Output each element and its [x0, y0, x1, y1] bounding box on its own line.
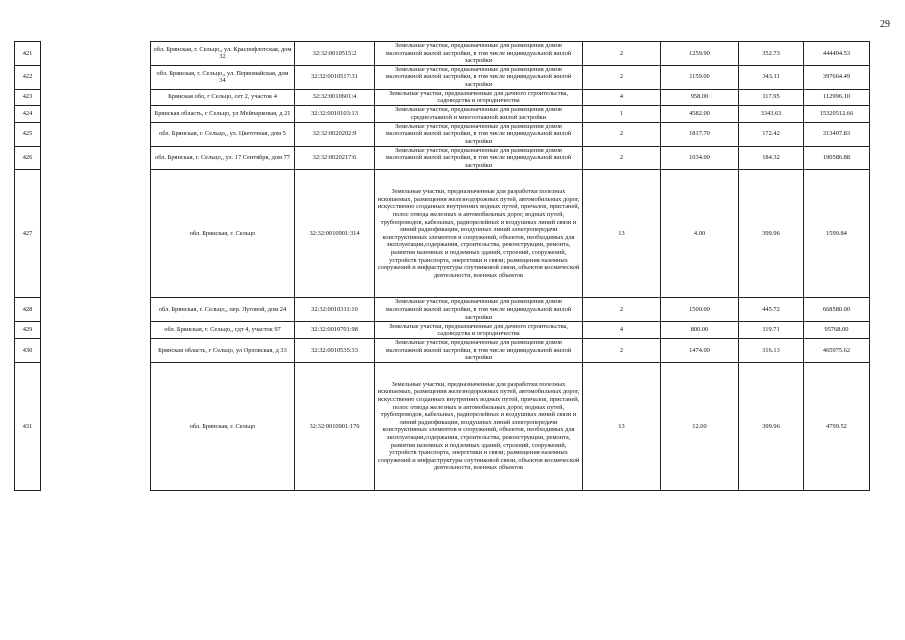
address-cell: Брянская область, г Сельцо, ул Мейпарковая, д 21 [151, 105, 295, 122]
specific-value-cell: 119.71 [739, 322, 804, 339]
area-cell: 12.00 [661, 362, 739, 490]
page-number: 29 [880, 19, 890, 30]
address-cell: обл. Брянская, г. Сельцо [151, 170, 295, 298]
group-cell: 2 [583, 65, 661, 89]
cadastral-number-cell: 32:32:0010103:13 [295, 105, 375, 122]
group-cell: 13 [583, 170, 661, 298]
group-cell: 2 [583, 42, 661, 66]
cadastral-number-cell: 32:32:0010701:98 [295, 322, 375, 339]
row-number-cell: 423 [15, 89, 41, 105]
table-row [15, 105, 870, 122]
gap-cell [41, 146, 151, 170]
land-use-cell: Земельные участки, предназначенные для размещения домов малоэтажной жилой застройки, в том числе индивидуальной жилой застройки [375, 65, 583, 89]
cadastral-value-cell: 1599.84 [804, 170, 870, 298]
cadastral-number-cell: 32:32:0010311:10 [295, 298, 375, 322]
row-number-cell: 428 [15, 298, 41, 322]
cadastral-value-cell: 15320512.66 [804, 105, 870, 122]
gap-cell [41, 322, 151, 339]
address-cell: обл. Брянская, г. Сельцо,, ул. 17 Сентября, дом 77 [151, 146, 295, 170]
area-cell: 1500.00 [661, 298, 739, 322]
specific-value-cell: 399.96 [739, 362, 804, 490]
specific-value-cell: 117.95 [739, 89, 804, 105]
cadastral-value-cell: 95768.00 [804, 322, 870, 339]
table-row [15, 146, 870, 170]
specific-value-cell: 172.42 [739, 122, 804, 146]
group-cell: 2 [583, 339, 661, 363]
land-use-cell: Земельные участки, предназначенные для размещения домов малоэтажной жилой застройки, в том числе индивидуальной жилой застройки [375, 122, 583, 146]
cadastral-number-cell: 32:32:0010535:33 [295, 339, 375, 363]
cadastral-value-cell: 112996.10 [804, 89, 870, 105]
row-number-cell: 430 [15, 339, 41, 363]
area-cell: 800.00 [661, 322, 739, 339]
specific-value-cell: 399.96 [739, 170, 804, 298]
address-cell: Брянская область, г Сельцо, ул Орловская, д 33 [151, 339, 295, 363]
gap-cell [41, 105, 151, 122]
cadastral-value-cell: 4799.52 [804, 362, 870, 490]
area-cell: 1474.00 [661, 339, 739, 363]
specific-value-cell: 352.73 [739, 42, 804, 66]
row-number-cell: 421 [15, 42, 41, 66]
gap-cell [41, 298, 151, 322]
land-use-cell: Земельные участки, предназначенные для размещения домов малоэтажной жилой застройки, в том числе индивидуальной жилой застройки [375, 298, 583, 322]
area-cell: 1034.00 [661, 146, 739, 170]
row-number-cell: 425 [15, 122, 41, 146]
cadastral-number-cell: 32:32:0010901:176 [295, 362, 375, 490]
table-row [15, 339, 870, 363]
gap-cell [41, 89, 151, 105]
cadastral-value-cell: 190586.88 [804, 146, 870, 170]
land-use-cell: Земельные участки, предназначенные для дачного строительства, садоводства и огородничества [375, 322, 583, 339]
table-row [15, 362, 870, 490]
table-row [15, 322, 870, 339]
specific-value-cell: 184.32 [739, 146, 804, 170]
area-cell: 958.00 [661, 89, 739, 105]
table-row [15, 122, 870, 146]
land-use-cell: Земельные участки, предназначенные для дачного строительства, садоводства и огородничества [375, 89, 583, 105]
land-use-cell: Земельные участки, предназначенные для разработки полезных ископаемых, размещения железнодорожных путей, автомобильных дорог, искусственно созданных внутренних водных путей, причалов, пристаней, полос отвода железных и автомобильных дорог, водных путей, трубопроводов, кабельных, радиорелейных и воздушных линий связи и линий радиофикации, воздушных линий электропередачи конструктивных элементов и сооружений, объектов, необходимых для эксплуатации,содержания, строительства, реконструкции, ремонта, развития наземных и подземных зданий, строений, сооружений, устройств транспорта, энергетики и связи; размещения наземных сооружений и инфраструктуры спутниковой связи, объектов космической деятельности, военных объектов [375, 362, 583, 490]
cadastral-number-cell: 32:32:0010601:4 [295, 89, 375, 105]
table-row [15, 298, 870, 322]
area-cell: 4582.00 [661, 105, 739, 122]
area-cell: 4.00 [661, 170, 739, 298]
row-number-cell: 429 [15, 322, 41, 339]
cadastral-number-cell: 32:32:0020202:9 [295, 122, 375, 146]
address-cell: обл. Брянская, г. Сельцо,, ул. Первомайская, дом 34 [151, 65, 295, 89]
address-cell: обл. Брянская, г. Сельцо,, ул. Цветочная, дом 5 [151, 122, 295, 146]
table-row [15, 42, 870, 66]
gap-cell [41, 122, 151, 146]
row-number-cell: 422 [15, 65, 41, 89]
row-number-cell: 424 [15, 105, 41, 122]
land-use-cell: Земельные участки, предназначенные для размещения домов малоэтажной жилой застройки, в том числе индивидуальной жилой застройки [375, 339, 583, 363]
gap-cell [41, 42, 151, 66]
specific-value-cell: 343.11 [739, 65, 804, 89]
cadastral-number-cell: 32:32:0010901:314 [295, 170, 375, 298]
address-cell: обл. Брянская, г. Сельцо [151, 362, 295, 490]
cadastral-number-cell: 32:32:0010515:2 [295, 42, 375, 66]
table-row [15, 170, 870, 298]
address-cell: Брянская обл, г Сельцо, сет 2, участок 4 [151, 89, 295, 105]
cadastral-value-cell: 397664.49 [804, 65, 870, 89]
cadastral-value-cell: 444404.53 [804, 42, 870, 66]
cadastral-value-cell: 465975.62 [804, 339, 870, 363]
group-cell: 4 [583, 89, 661, 105]
cadastral-number-cell: 32:32:0010517:31 [295, 65, 375, 89]
row-number-cell: 427 [15, 170, 41, 298]
gap-cell [41, 170, 151, 298]
land-use-cell: Земельные участки, предназначенные для размещения домов малоэтажной жилой застройки, в том числе индивидуальной жилой застройки [375, 42, 583, 66]
group-cell: 2 [583, 298, 661, 322]
specific-value-cell: 316.13 [739, 339, 804, 363]
gap-cell [41, 65, 151, 89]
land-use-cell: Земельные участки, предназначенные для размещения домов среднеэтажной и многоэтажной жилой застройки [375, 105, 583, 122]
cadastral-value-cell: 313407.83 [804, 122, 870, 146]
table-body [15, 42, 870, 491]
group-cell: 1 [583, 105, 661, 122]
table-row [15, 89, 870, 105]
group-cell: 2 [583, 122, 661, 146]
table-row [15, 65, 870, 89]
gap-cell [41, 339, 151, 363]
address-cell: обл. Брянская, г. Сельцо,, пер. Луговой, дом 24 [151, 298, 295, 322]
row-number-cell: 431 [15, 362, 41, 490]
area-cell: 1259.90 [661, 42, 739, 66]
area-cell: 1817.70 [661, 122, 739, 146]
gap-cell [41, 362, 151, 490]
specific-value-cell: 445.72 [739, 298, 804, 322]
group-cell: 4 [583, 322, 661, 339]
row-number-cell: 426 [15, 146, 41, 170]
address-cell: обл. Брянская, г. Сельцо,, сдт 4, участок 97 [151, 322, 295, 339]
cadastral-value-table [14, 41, 870, 491]
cadastral-value-cell: 668580.00 [804, 298, 870, 322]
cadastral-number-cell: 32:32:0020217:6 [295, 146, 375, 170]
specific-value-cell: 3343.63 [739, 105, 804, 122]
group-cell: 13 [583, 362, 661, 490]
land-use-cell: Земельные участки, предназначенные для разработки полезных ископаемых, размещения железнодорожных путей, автомобильных дорог, искусственно созданных внутренних водных путей, причалов, пристаней, полос отвода железных и автомобильных дорог, водных путей, трубопроводов, кабельных, радиорелейных и воздушных линий связи и линий радиофикации, воздушных линий электропередачи конструктивных элементов и сооружений, объектов, необходимых для эксплуатации,содержания, строительства, реконструкции, ремонта, развития наземных и подземных зданий, строений, сооружений, устройств транспорта, энергетики и связи; размещения наземных сооружений и инфраструктуры спутниковой связи, объектов космической деятельности, военных объектов [375, 170, 583, 298]
address-cell: обл. Брянская, г. Сельцо,, ул. Краснофлотская, дом 32 [151, 42, 295, 66]
land-use-cell: Земельные участки, предназначенные для размещения домов малоэтажной жилой застройки, в том числе индивидуальной жилой застройки [375, 146, 583, 170]
group-cell: 2 [583, 146, 661, 170]
area-cell: 1159.00 [661, 65, 739, 89]
